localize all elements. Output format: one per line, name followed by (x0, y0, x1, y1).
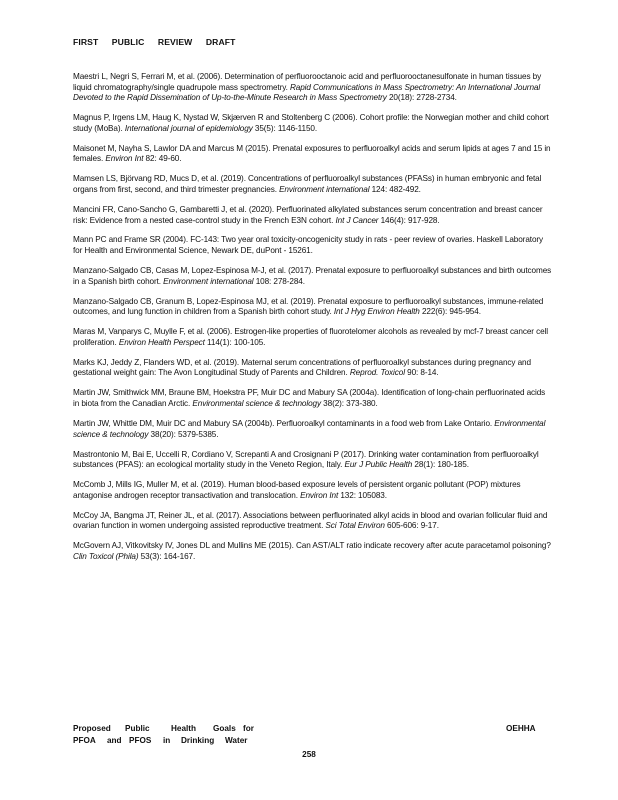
reference-journal: Int J Hyg Environ Health (333, 307, 420, 317)
reference-journal: Environment international (163, 276, 254, 286)
footer-word: Health (171, 724, 197, 733)
reference-text: Maisonet M, Nayha S, Lawlor DA and Marcus M (2015). Prenatal exposures to perfluoroalkyl acids and serum lipids at ages 7 and 15 in females. (73, 143, 551, 164)
reference-entry (73, 358, 553, 379)
reference-journal: Eur J Public Health (344, 460, 413, 470)
reference-entry (73, 72, 553, 104)
draft-header: FIRST PUBLIC REVIEW DRAFT (73, 37, 236, 47)
reference-entry (73, 113, 553, 134)
reference-journal: Environ Int (105, 154, 144, 164)
reference-text: Marks KJ, Jeddy Z, Flanders WD, et al. (2019). Maternal serum concentrations of perfluoroalkyl substances during pregnancy and gestational weight gain: The Avon Longitudinal Study of Parents and Children. (73, 357, 531, 378)
footer-line-2 (73, 736, 533, 748)
footer-word: Drinking (181, 735, 215, 745)
reference-text: McComb J, Mills IG, Muller M, et al. (2019). Human blood-based exposure levels of persistent organic pollutant (POP) mixtures antagonise androgen receptor transactivation and translocation. (73, 480, 521, 500)
reference-journal: Rapid Communications in Mass Spectrometry: An International Journal Devoted to the Rapid Dissemination of Up‐to‐the‐Minute Research in Mass Spectrometry (73, 82, 541, 103)
reference-text: Mancini FR, Cano-Sancho G, Gambaretti J, et al. (2020). Perfluorinated alkylated substances serum concentration and breast cancer risk: Evidence from a nested case-control study in the French E3N cohort. (73, 204, 543, 225)
footer-word: Goals (213, 724, 236, 733)
footer-word: Public (125, 724, 150, 733)
reference-entry (73, 480, 553, 501)
reference-citation: 114(1): 100-105. (204, 337, 266, 347)
footer-line-1 (73, 724, 536, 736)
reference-journal: Clin Toxicol (Phila) (73, 551, 139, 561)
footer-word: for (243, 724, 254, 733)
reference-text: McGovern AJ, Vitkovitsky IV, Jones DL and Mullins ME (2015). Can AST/ALT ratio indicate recovery after acute paracetamol poisoning? (73, 541, 551, 551)
footer-word: and (107, 735, 122, 745)
footer (73, 724, 536, 747)
reference-entry (73, 174, 553, 195)
reference-entry (73, 541, 553, 562)
reference-journal: Environmental science & technology (192, 398, 321, 408)
footer-word: Water (225, 735, 248, 745)
reference-text: McCoy JA, Bangma JT, Reiner JL, et al. (2017). Associations between perfluorinated alkyl acids in blood and ovarian follicular fluid and ovarian function in women undergoing assisted reproductive treatment. (73, 510, 548, 531)
reference-text: Maras M, Vanparys C, Muylle F, et al. (2006). Estrogen-like properties of fluorotelomer alcohols as revealed by mcf-7 breast cancer cell proliferation. (73, 327, 548, 347)
reference-text: Martin JW, Whittle DM, Muir DC and Mabury SA (2004b). Perfluoroalkyl contaminants in a food web from Lake Ontario. (73, 418, 495, 428)
reference-entry (73, 388, 553, 409)
reference-citation: 605-606: 9-17. (384, 521, 439, 531)
reference-citation: 20(18): 2728-2734. (386, 93, 457, 103)
reference-journal: Sci Total Environ (325, 521, 385, 531)
reference-entry (73, 450, 553, 471)
reference-citation: 38(2): 373-380. (320, 398, 378, 408)
reference-journal: Environ Health Perspect (118, 337, 205, 347)
reference-citation: 53(3): 164-167. (138, 551, 196, 561)
reference-citation: 132: 105083. (338, 490, 387, 500)
reference-text: Mastrontonio M, Bai E, Uccelli R, Cordiano V, Screpanti A and Crosignani P (2017). Drinking water contamination from perfluoroalkyl substances (PFAS): an ecological mortality study in the Veneto Region, Italy. (73, 449, 539, 470)
reference-citation: 28(1): 180-185. (412, 460, 469, 470)
reference-entry (73, 327, 553, 348)
reference-entry (73, 419, 553, 440)
reference-text: Mann PC and Frame SR (2004). FC-143: Two year oral toxicity-oncogenicity study in rats - peer review of ovaries. Haskell Laboratory for Health and Environmental Science, Newark DE, duPont - 15261. (73, 235, 544, 256)
reference-citation: 90: 8-14. (404, 368, 439, 378)
reference-entry (73, 235, 553, 256)
reference-text: Martin JW, Smithwick MM, Braune BM, Hoekstra PF, Muir DC and Mabury SA (2004a). Identification of long-chain perfluorinated acids in biota from the Canadian Arctic. (73, 388, 546, 408)
reference-journal: Reprod. Toxicol (349, 368, 405, 378)
page-number: 258 (302, 750, 316, 759)
reference-citation: 38(20): 5379-5385. (148, 429, 219, 439)
reference-entry (73, 297, 553, 318)
reference-journal: Environ Int (300, 490, 339, 500)
reference-text: Magnus P, Irgens LM, Haug K, Nystad W, Skjærven R and Stoltenberg C (2006). Cohort profile: the Norwegian mother and child cohort study (MoBa). (73, 113, 549, 133)
reference-text: Manzano-Salgado CB, Granum B, Lopez-Espinosa MJ, et al. (2019). Prenatal exposure to perfluoroalkyl substances, immune-related outcomes, and lung function in children from a Spanish birth cohort study. (73, 296, 544, 317)
footer-word: Proposed (73, 724, 111, 733)
reference-journal: Environmental science & technology (73, 418, 546, 439)
reference-citation: 222(6): 945-954. (419, 307, 481, 317)
reference-entry (73, 511, 553, 532)
reference-journal: International journal of epidemiology (124, 123, 253, 133)
reference-list (73, 72, 553, 572)
footer-word: PFOA (73, 735, 96, 745)
reference-text: Maestri L, Negri S, Ferrari M, et al. (2006). Determination of perfluorooctanoic acid and perfluorooctanesulfonate in human tissues by liquid chromatography/single quadrupole mass spectrometry. (73, 72, 542, 92)
reference-citation: 146(4): 917-928. (378, 215, 440, 225)
reference-journal: Int J Cancer (335, 215, 379, 225)
footer-agency: OEHHA (506, 724, 536, 733)
reference-entry (73, 205, 553, 226)
reference-journal: Environment international (279, 184, 370, 194)
reference-citation: 82: 49-60. (143, 154, 182, 164)
reference-text: Manzano-Salgado CB, Casas M, Lopez-Espinosa M-J, et al. (2017). Prenatal exposure to perfluoroalkyl substances and birth outcomes in a Spanish birth cohort. (73, 266, 552, 286)
reference-citation: 124: 482-492. (369, 184, 421, 194)
footer-word: in (163, 735, 171, 745)
reference-entry (73, 144, 553, 165)
footer-word: PFOS (129, 735, 152, 745)
reference-citation: 108: 278-284. (253, 276, 305, 286)
reference-entry (73, 266, 553, 287)
reference-citation: 35(5): 1146-1150. (252, 123, 318, 133)
reference-text: Mamsen LS, Björvang RD, Mucs D, et al. (2019). Concentrations of perfluoroalkyl substances (PFASs) in human embryonic and fetal organs from first, second, and third trimester pregnancies. (73, 174, 542, 194)
